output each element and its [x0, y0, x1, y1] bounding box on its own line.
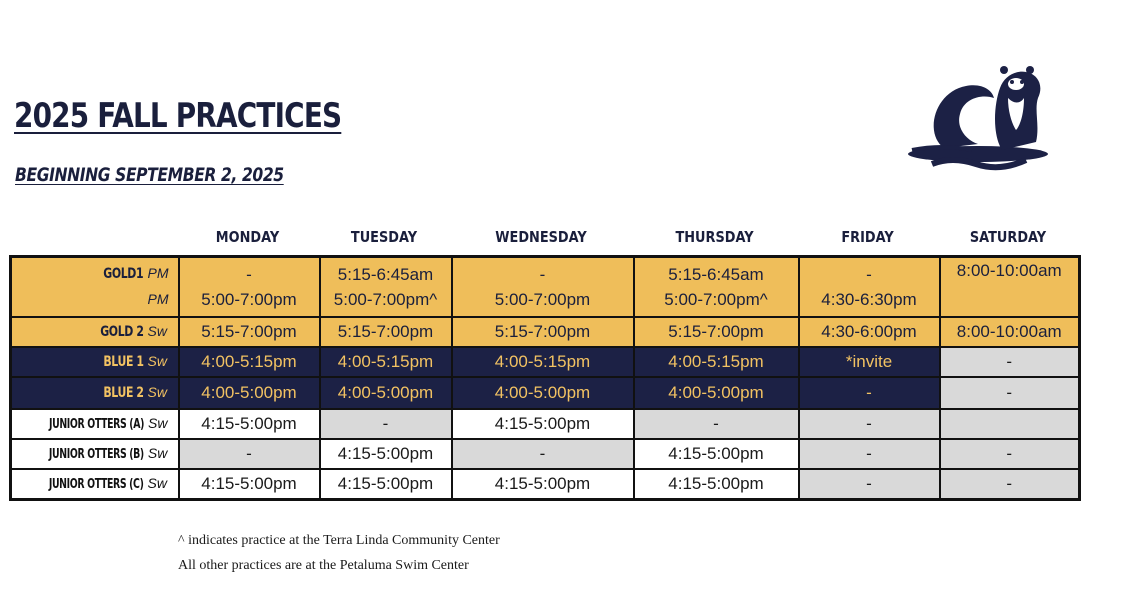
schedule-cell: 5:15-7:00pm	[634, 317, 799, 347]
table-row-blue1	[11, 347, 1080, 377]
day-header-monday: MONDAY	[215, 228, 280, 246]
schedule-cell: - 5:00-7:00pm	[179, 257, 320, 317]
table-row-gold2	[11, 317, 1080, 347]
schedule-cell: 4:00-5:15pm	[452, 347, 634, 377]
day-header-wednesday: WEDNESDAY	[495, 228, 587, 246]
table-row-blue2	[11, 377, 1080, 409]
schedule-cell: -	[799, 469, 940, 500]
schedule-cell: -	[940, 469, 1080, 500]
schedule-cell: -	[799, 377, 940, 409]
page-subtitle: BEGINNING SEPTEMBER 2, 2025	[15, 164, 284, 186]
schedule-cell: -	[940, 439, 1080, 469]
schedule-cell: 5:15-7:00pm	[452, 317, 634, 347]
schedule-cell: 5:15-6:45am 5:00-7:00pm^	[320, 257, 452, 317]
schedule-cell: 4:15-5:00pm	[179, 409, 320, 439]
schedule-cell: 5:15-6:45am 5:00-7:00pm^	[634, 257, 799, 317]
day-header-tuesday: TUESDAY	[350, 228, 418, 246]
schedule-cell: -	[634, 409, 799, 439]
group-label-junior-b: JUNIOR OTTERS (B) Sw	[11, 439, 179, 469]
schedule-cell: 8:00-10:00am	[940, 257, 1080, 317]
schedule-cell: 4:00-5:15pm	[634, 347, 799, 377]
schedule-cell: 4:30-6:00pm	[799, 317, 940, 347]
schedule-cell: -	[799, 409, 940, 439]
day-header-friday: FRIDAY	[841, 228, 894, 246]
schedule-cell: 4:15-5:00pm	[320, 469, 452, 500]
schedule-cell	[940, 409, 1080, 439]
schedule-cell: 4:15-5:00pm	[320, 439, 452, 469]
schedule-cell: - 4:30-6:30pm	[799, 257, 940, 317]
table-row-junior-c	[11, 469, 1080, 500]
group-label-junior-c: JUNIOR OTTERS (C) Sw	[11, 469, 179, 500]
table-row-gold1	[11, 257, 1080, 317]
group-label-gold2: GOLD 2 Sw	[11, 317, 179, 347]
schedule-cell: 4:15-5:00pm	[452, 469, 634, 500]
schedule-cell: -	[940, 347, 1080, 377]
group-label-blue2: BLUE 2 Sw	[11, 377, 179, 409]
table-row-junior-a	[11, 409, 1080, 439]
schedule-cell: 4:00-5:15pm	[179, 347, 320, 377]
schedule-cell: 8:00-10:00am	[940, 317, 1080, 347]
schedule-cell: 4:00-5:00pm	[452, 377, 634, 409]
table-row-junior-b	[11, 439, 1080, 469]
schedule-cell: -	[940, 377, 1080, 409]
group-label-junior-a: JUNIOR OTTERS (A) Sw	[11, 409, 179, 439]
practice-schedule-table	[9, 255, 1081, 501]
schedule-cell: 5:15-7:00pm	[179, 317, 320, 347]
schedule-cell: -	[799, 439, 940, 469]
day-header-thursday: THURSDAY	[675, 228, 754, 246]
schedule-cell: 4:00-5:00pm	[320, 377, 452, 409]
footnote-terra-linda: ^ indicates practice at the Terra Linda Community Center	[178, 533, 500, 548]
schedule-cell: -	[452, 439, 634, 469]
footnote-petaluma: All other practices are at the Petaluma Swim Center	[178, 558, 469, 573]
day-header-saturday: SATURDAY	[969, 228, 1047, 246]
schedule-cell: -	[179, 439, 320, 469]
schedule-cell: 4:00-5:00pm	[634, 377, 799, 409]
schedule-cell: 5:15-7:00pm	[320, 317, 452, 347]
schedule-cell: 4:15-5:00pm	[179, 469, 320, 500]
group-label-gold1: GOLD1 PM PM	[11, 257, 179, 317]
schedule-cell: *invite	[799, 347, 940, 377]
schedule-cell: - 5:00-7:00pm	[452, 257, 634, 317]
schedule-cell: 4:15-5:00pm	[634, 469, 799, 500]
schedule-cell: 4:00-5:15pm	[320, 347, 452, 377]
page-title: 2025 FALL PRACTICES	[14, 96, 342, 136]
schedule-cell: 4:15-5:00pm	[634, 439, 799, 469]
schedule-cell: 4:15-5:00pm	[452, 409, 634, 439]
otter-logo-icon	[904, 64, 1052, 186]
schedule-cell: 4:00-5:00pm	[179, 377, 320, 409]
group-label-blue1: BLUE 1 Sw	[11, 347, 179, 377]
schedule-cell: -	[320, 409, 452, 439]
